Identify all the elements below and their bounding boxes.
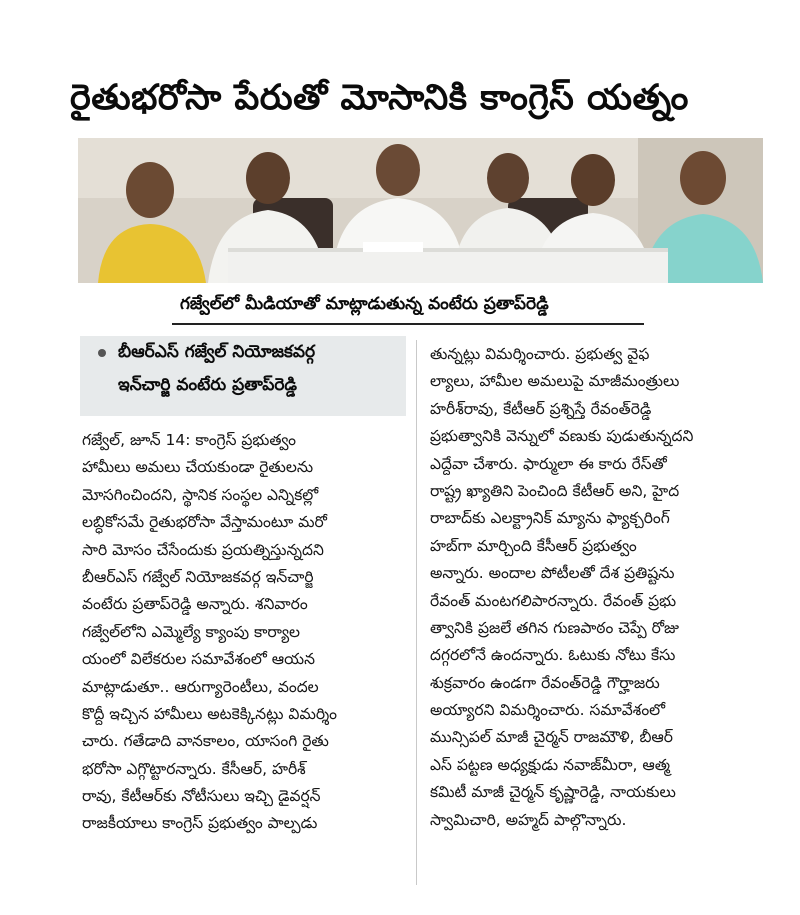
body-line: రాబాద్‌కు ఎలక్ట్రానిక్ మ్యాను ఫ్యాక్చరింగ్ bbox=[430, 509, 670, 528]
body-line: చారు. గతేడాది వానకాలం, యాసంగి రైతు bbox=[82, 732, 329, 751]
body-line: లబ్ధికోసమే రైతుభరోసా వేస్తామంటూ మరో bbox=[82, 513, 327, 532]
body-line: మాట్లాడుతూ.. ఆరుగ్యారెంటీలు, వందల bbox=[82, 677, 319, 696]
bullet-icon bbox=[98, 349, 106, 357]
press-meet-photo bbox=[78, 138, 763, 283]
body-line: గజ్వేల్‌లోని ఎమ్మెల్యే క్యాంపు కార్యాల bbox=[82, 622, 301, 641]
body-line: సారి మోసం చేసేందుకు ప్రయత్నిస్తున్నదని bbox=[82, 540, 324, 559]
highlight-line: ఇన్‌చార్జి వంటేరు ప్రతాప్‌రెడ్డి bbox=[118, 375, 297, 395]
highlight-line: బీఆర్ఎస్ గజ్వేల్ నియోజకవర్గ bbox=[118, 342, 316, 362]
body-line: వంటేరు ప్రతాప్‌రెడ్డి అన్నారు. శనివారం bbox=[82, 595, 308, 614]
body-line: ఎద్దేవా చేశారు. ఫార్ములా ఈ కారు రేస్‌తో bbox=[430, 454, 667, 473]
body-line: హరీశ్‌రావు, కేటీఆర్ ప్రశ్నిస్తే రేవంత్‌రెడ్డి bbox=[430, 399, 652, 418]
column-divider bbox=[416, 340, 417, 885]
body-line: త్వానికి ప్రజలే తగిన గుణపాఠం చెప్పే రోజు bbox=[430, 618, 680, 637]
caption-underline bbox=[172, 323, 644, 325]
highlight-box bbox=[80, 336, 406, 416]
body-line: బీఆర్ఎస్ గజ్వేల్ నియోజకవర్గ ఇన్‌చార్జి bbox=[82, 567, 314, 586]
body-line: అన్నారు. అందాల పోటీలతో దేశ ప్రతిష్టను bbox=[430, 564, 675, 583]
body-line: రేవంత్ మంటగలిపారన్నారు. రేవంత్ ప్రభు bbox=[430, 591, 677, 610]
body-line: దగ్గరలోనే ఉందన్నారు. ఓటుకు నోటు కేసు bbox=[430, 646, 676, 665]
body-line: కమిటీ మాజీ చైర్మన్ కృష్ణారెడ్డి, నాయకులు bbox=[430, 783, 676, 802]
body-line: మున్సిపల్ మాజీ చైర్మన్ రాజమౌళి, బీఆర్ bbox=[430, 728, 673, 747]
body-line: హామీలు అమలు చేయకుండా రైతులను bbox=[82, 458, 314, 477]
body-column-left bbox=[82, 427, 402, 838]
body-line: స్వామిచారి, అహ్మద్ పాల్గొన్నారు. bbox=[430, 810, 627, 829]
body-line: కొద్దీ ఇచ్చిన హామీలు అటకెక్కినట్లు విమర్శిం bbox=[82, 704, 338, 723]
body-line: మోసగించిందని, స్థానిక సంస్థల ఎన్నికల్లో bbox=[82, 485, 319, 504]
body-line: రావు, కేటీఆర్‌కు నోటీసులు ఇచ్చి డైవర్షన్ bbox=[82, 787, 321, 806]
body-line: తున్నట్లు విమర్శించారు. ప్రభుత్వ వైఫ bbox=[430, 345, 650, 363]
photo-illustration bbox=[78, 138, 763, 283]
body-line: హబ్‌గా మార్చింది కేసీఆర్ ప్రభుత్వం bbox=[430, 536, 637, 555]
body-line: ప్రభుత్వానికి వెన్నులో వణుకు పుడుతున్నదని bbox=[430, 427, 694, 446]
body-line: శుక్రవారం ఉండగా రేవంత్‌రెడ్డి గౌర్హాజరు bbox=[430, 673, 660, 692]
body-line: ఎస్ పట్టణ అధ్యక్షుడు నవాజ్‌మీరా, ఆత్మ bbox=[430, 755, 670, 774]
body-line: యంలో విలేకరుల సమావేశంలో ఆయన bbox=[82, 650, 315, 669]
body-line: ల్యాలు, హామీల అమలుపై మాజీమంత్రులు bbox=[430, 372, 680, 391]
body-line: రాష్ట్ర ఖ్యాతిని పెంచింది కేటీఆర్ అని, హైద bbox=[430, 481, 680, 500]
body-line: భరోసా ఎగ్గొట్టారన్నారు. కేసీఆర్, హరీశ్ bbox=[82, 759, 306, 778]
headline: రైతుభరోసా పేరుతో మోసానికి కాంగ్రెస్ యత్నం bbox=[70, 78, 689, 118]
body-line: రాజకీయాలు కాంగ్రెస్ ప్రభుత్వం పాల్పడు bbox=[82, 814, 318, 833]
body-line: గజ్వేల్, జూన్ 14: కాంగ్రెస్ ప్రభుత్వం bbox=[82, 431, 297, 449]
photo-caption: గజ్వేల్‌లో మీడియాతో మాట్లాడుతున్న వంటేరు ప్రతాప్‌రెడ్డి bbox=[180, 294, 549, 314]
body-line: అయ్యారని విమర్శించారు. సమావేశంలో bbox=[430, 701, 666, 720]
body-column-right bbox=[430, 341, 760, 834]
